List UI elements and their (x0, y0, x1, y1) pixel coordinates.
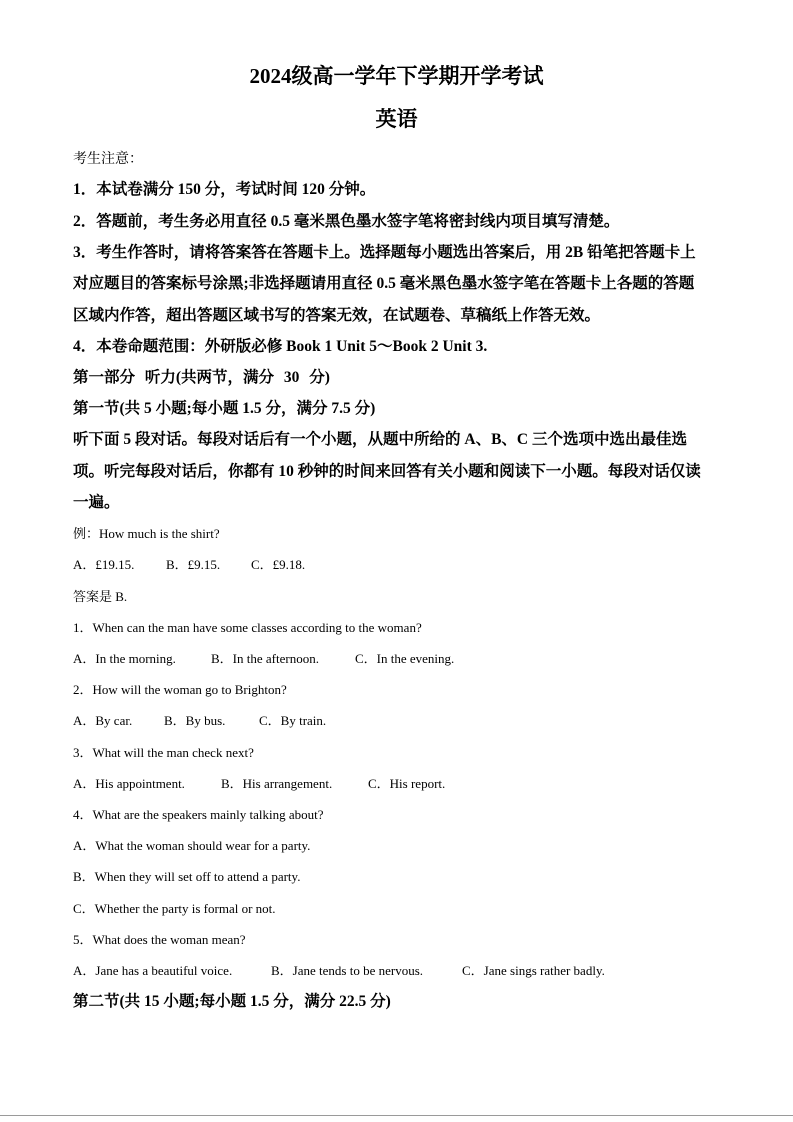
question-2-stem: 2．How will the woman go to Brighton? (73, 682, 287, 697)
question-5-option-c: C．Jane sings rather badly. (462, 963, 605, 978)
question-4-option-c: C．Whether the party is formal or not. (73, 901, 276, 916)
question-3-stem: 3．What will the man check next? (73, 745, 254, 760)
exam-title: 2024级高一学年下学期开学考试 (249, 64, 544, 88)
question-4-stem: 4．What are the speakers mainly talking about? (73, 807, 324, 822)
question-3-option-c: C．His report. (368, 776, 446, 791)
notice-line-6: 4．本卷命题范围：外研版必修 Book 1 Unit 5～Book 2 Unit 3. (73, 338, 488, 355)
question-2-option-a: A．By car. (73, 713, 133, 728)
question-1-stem: 1．When can the man have some classes according to the woman? (73, 620, 422, 635)
section2-heading: 第二节(共 15 小题;每小题 1.5 分，满分 22.5 分) (73, 993, 391, 1010)
question-3-option-a: A．His appointment. (73, 776, 185, 791)
subject-title: 英语 (375, 107, 418, 131)
notice-line-3: 3．考生作答时，请将答案答在答题卡上。选择题每小题选出答案后，用 2B 铅笔把答题卡上 (73, 244, 696, 261)
question-4-option-b: B．When they will set off to attend a party. (73, 869, 301, 884)
example-option-c: C．£9.18. (251, 557, 306, 572)
example-option-b: B．£9.15. (166, 557, 221, 572)
notice-line-2: 2．答题前，考生务必用直径 0.5 毫米黑色墨水签字笔将密封线内项目填写清楚。 (73, 213, 620, 230)
question-4-option-a: A．What the woman should wear for a party. (73, 838, 311, 853)
question-1-option-c: C．In the evening. (355, 651, 455, 666)
question-2-option-b: B．By bus. (164, 713, 226, 728)
part1-heading: 第一部分 听力(共两节，满分 30 分) (73, 369, 330, 386)
section1-heading: 第一节(共 5 小题;每小题 1.5 分，满分 7.5 分) (73, 400, 376, 417)
question-5-option-a: A．Jane has a beautiful voice. (73, 963, 233, 978)
question-1-option-a: A．In the morning. (73, 651, 176, 666)
notice-line-5: 区域内作答，超出答题区域书写的答案无效，在试题卷、草稿纸上作答无效。 (73, 307, 601, 324)
question-2-option-c: C．By train. (259, 713, 327, 728)
example-option-a: A．£19.15. (73, 557, 135, 572)
question-3-option-b: B．His arrangement. (221, 776, 333, 791)
example-answer: 答案是 B. (73, 589, 128, 604)
notice-heading: 考生注意： (73, 152, 143, 167)
instructions-line-3: 一遍。 (73, 494, 120, 511)
question-5-option-b: B．Jane tends to be nervous. (271, 963, 424, 978)
notice-line-4: 对应题目的答案标号涂黑;非选择题请用直径 0.5 毫米黑色墨水签字笔在答题卡上各题的答题 (73, 275, 695, 292)
instructions-line-1: 听下面 5 段对话。每段对话后有一个小题，从题中所给的 A、B、C 三个选项中选出最佳选 (73, 431, 687, 448)
page-bottom-rule (0, 1115, 793, 1116)
question-1-option-b: B．In the afternoon. (211, 651, 319, 666)
instructions-line-2: 项。听完每段对话后，你都有 10 秒钟的时间来回答有关小题和阅读下一小题。每段对话仅读 (73, 463, 701, 480)
question-5-stem: 5．What does the woman mean? (73, 932, 246, 947)
example-question: 例：How much is the shirt? (73, 526, 220, 541)
notice-line-1: 1．本试卷满分 150 分，考试时间 120 分钟。 (73, 181, 376, 198)
